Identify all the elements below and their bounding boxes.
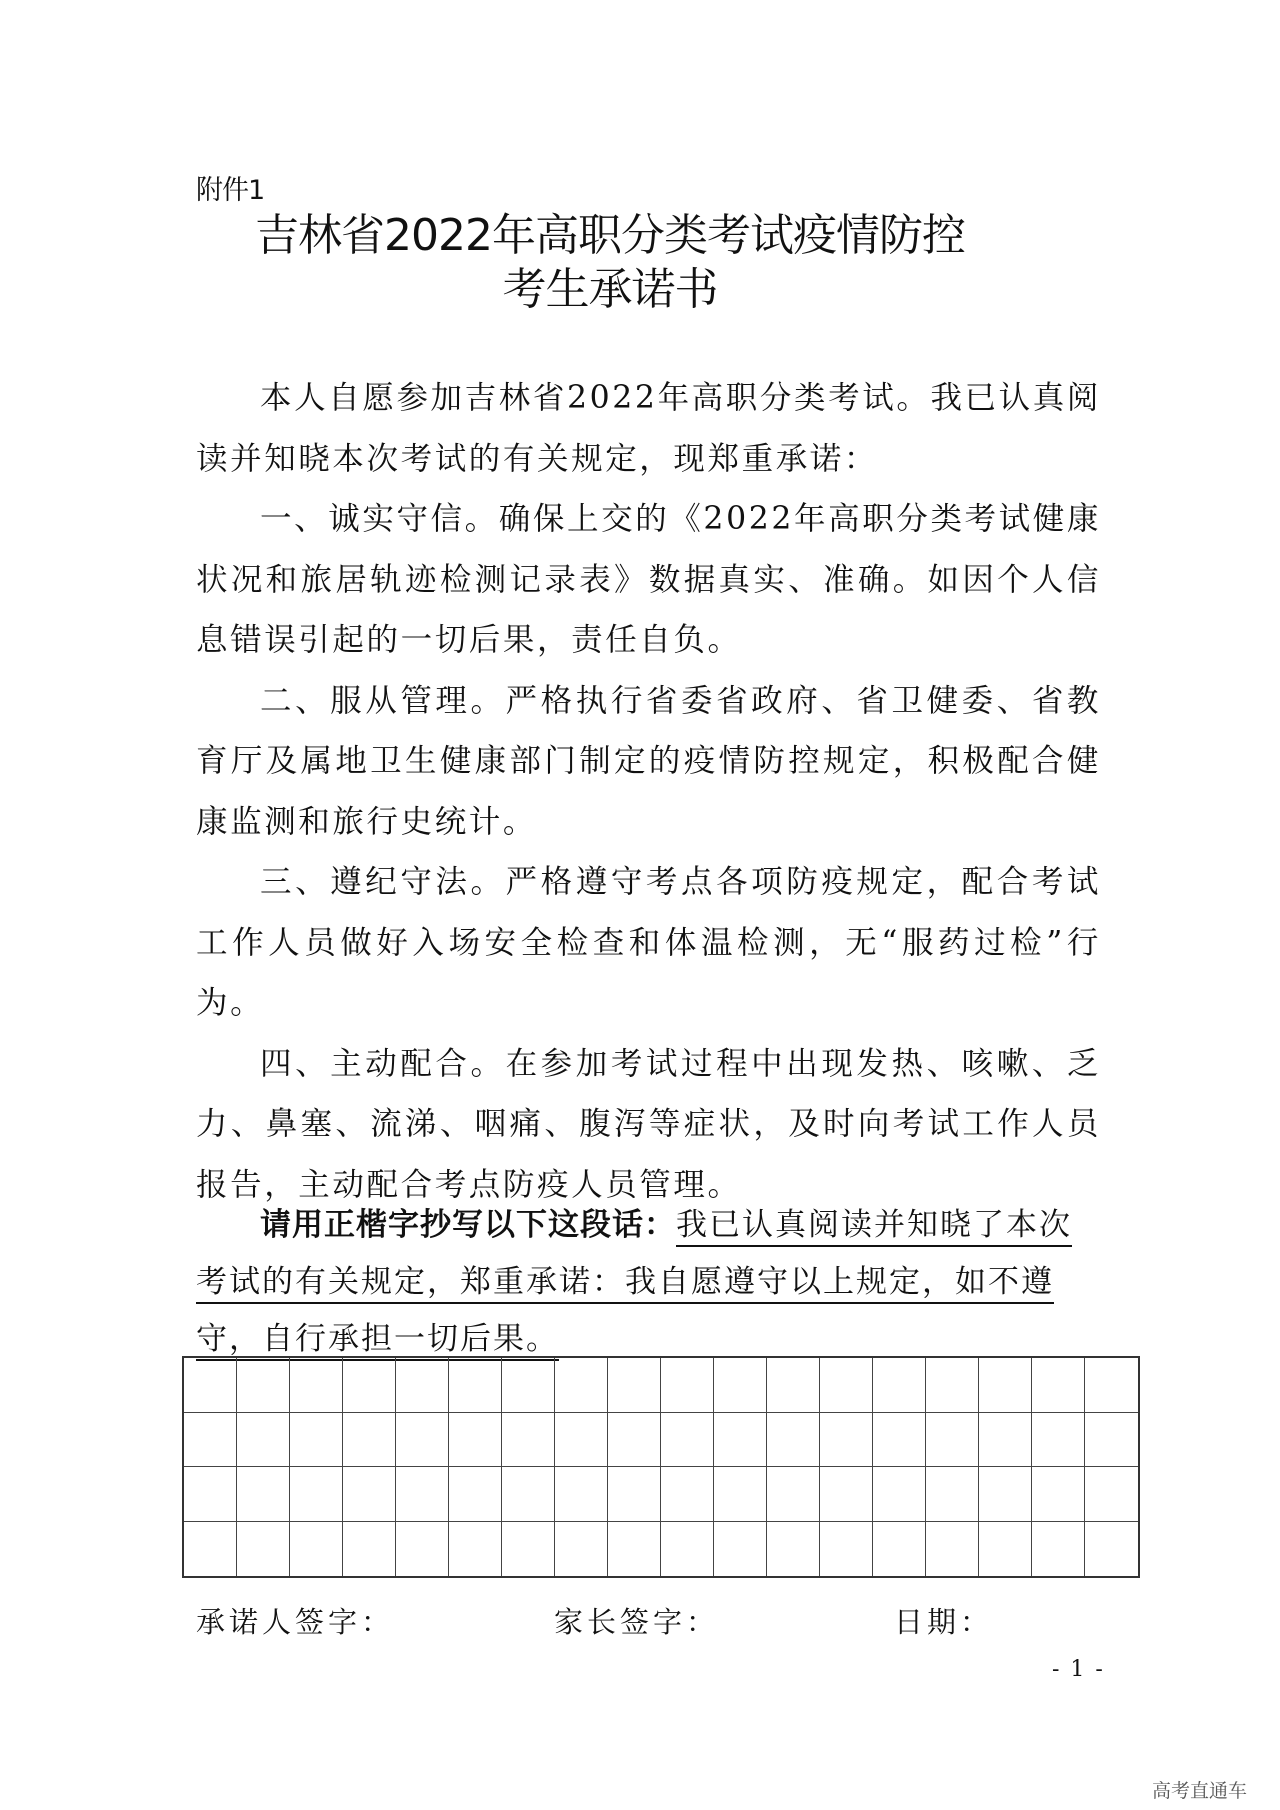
page-number: - 1 -: [1052, 1657, 1105, 1682]
grid-cell[interactable]: [502, 1413, 555, 1468]
grid-cell[interactable]: [290, 1413, 343, 1468]
grid-cell[interactable]: [396, 1522, 449, 1577]
grid-cell[interactable]: [184, 1467, 237, 1522]
grid-cell[interactable]: [714, 1467, 767, 1522]
grid-cell[interactable]: [820, 1467, 873, 1522]
handwriting-grid[interactable]: [182, 1356, 1140, 1578]
grid-cell[interactable]: [555, 1413, 608, 1468]
document-title-line2: 考生承诺书: [502, 264, 718, 315]
grid-cell[interactable]: [1085, 1358, 1138, 1413]
grid-cell[interactable]: [502, 1522, 555, 1577]
grid-cell[interactable]: [608, 1522, 661, 1577]
grid-cell[interactable]: [1085, 1413, 1138, 1468]
signer-signature-label: 承诺人签字：: [196, 1605, 395, 1639]
grid-cell[interactable]: [502, 1358, 555, 1413]
grid-cell[interactable]: [290, 1358, 343, 1413]
copy-instruction-label: 请用正楷字抄写以下这段话：: [260, 1207, 676, 1243]
grid-cell[interactable]: [608, 1358, 661, 1413]
grid-cell[interactable]: [661, 1522, 714, 1577]
parent-signature-label: 家长签字：: [554, 1605, 720, 1639]
grid-cell[interactable]: [396, 1358, 449, 1413]
grid-cell[interactable]: [396, 1413, 449, 1468]
grid-cell[interactable]: [979, 1358, 1032, 1413]
grid-cell[interactable]: [184, 1413, 237, 1468]
grid-cell[interactable]: [608, 1413, 661, 1468]
grid-cell[interactable]: [979, 1467, 1032, 1522]
grid-cell[interactable]: [979, 1522, 1032, 1577]
grid-cell[interactable]: [396, 1467, 449, 1522]
grid-cell[interactable]: [767, 1522, 820, 1577]
document-title-line1: 吉林省2022年高职分类考试疫情防控: [255, 210, 965, 261]
grid-cell[interactable]: [873, 1467, 926, 1522]
grid-cell[interactable]: [926, 1467, 979, 1522]
grid-cell[interactable]: [237, 1467, 290, 1522]
grid-cell[interactable]: [184, 1522, 237, 1577]
pledge-item-law: 三、遵纪守法。严格遵守考点各项防疫规定，配合考试工作人员做好入场安全检查和体温检测，无“服药过检”行为。: [196, 864, 1101, 1021]
grid-cell[interactable]: [714, 1413, 767, 1468]
pledge-item-compliance: 二、服从管理。严格执行省委省政府、省卫健委、省教育厅及属地卫生健康部门制定的疫情防控规定，积极配合健康监测和旅行史统计。: [196, 682, 1101, 840]
grid-cell[interactable]: [237, 1413, 290, 1468]
grid-cell[interactable]: [820, 1522, 873, 1577]
grid-cell[interactable]: [343, 1413, 396, 1468]
grid-cell[interactable]: [343, 1522, 396, 1577]
grid-cell[interactable]: [873, 1522, 926, 1577]
pledge-item-honesty: 一、诚实守信。确保上交的《2022年高职分类考试健康状况和旅居轨迹检测记录表》数据真实、准确。如因个人信息错误引起的一切后果，责任自负。: [196, 501, 1101, 658]
grid-cell[interactable]: [820, 1358, 873, 1413]
grid-cell[interactable]: [290, 1467, 343, 1522]
date-label: 日期：: [894, 1605, 994, 1639]
watermark: 高考直通车: [1152, 1780, 1248, 1802]
grid-cell[interactable]: [449, 1467, 502, 1522]
grid-cell[interactable]: [343, 1467, 396, 1522]
grid-cell[interactable]: [714, 1358, 767, 1413]
grid-cell[interactable]: [449, 1413, 502, 1468]
copy-instruction-text: 我已认真阅读并知晓了本次考试的有关规定，郑重承诺：我自愿遵守以上规定，如不遵守，自行承担一切后果。: [196, 1207, 1072, 1361]
intro-paragraph: 本人自愿参加吉林省2022年高职分类考试。我已认真阅读并知晓本次考试的有关规定，现郑重承诺：: [196, 380, 1101, 477]
grid-cell[interactable]: [926, 1358, 979, 1413]
grid-cell[interactable]: [555, 1522, 608, 1577]
grid-cell[interactable]: [873, 1413, 926, 1468]
grid-cell[interactable]: [343, 1358, 396, 1413]
grid-cell[interactable]: [237, 1358, 290, 1413]
grid-cell[interactable]: [502, 1467, 555, 1522]
grid-cell[interactable]: [926, 1522, 979, 1577]
copy-instruction: [196, 1197, 1076, 1368]
grid-cell[interactable]: [661, 1358, 714, 1413]
grid-cell[interactable]: [661, 1467, 714, 1522]
grid-cell[interactable]: [979, 1413, 1032, 1468]
pledge-body: [196, 368, 1101, 1215]
grid-cell[interactable]: [926, 1413, 979, 1468]
grid-cell[interactable]: [449, 1358, 502, 1413]
grid-cell[interactable]: [767, 1413, 820, 1468]
grid-cell[interactable]: [767, 1467, 820, 1522]
grid-cell[interactable]: [555, 1358, 608, 1413]
grid-cell[interactable]: [1032, 1358, 1085, 1413]
grid-cell[interactable]: [237, 1522, 290, 1577]
grid-cell[interactable]: [449, 1522, 502, 1577]
attachment-label: 附件1: [196, 175, 265, 206]
grid-cell[interactable]: [714, 1522, 767, 1577]
grid-cell[interactable]: [1032, 1522, 1085, 1577]
grid-cell[interactable]: [608, 1467, 661, 1522]
grid-cell[interactable]: [290, 1522, 343, 1577]
grid-cell[interactable]: [767, 1358, 820, 1413]
grid-cell[interactable]: [1085, 1467, 1138, 1522]
grid-cell[interactable]: [555, 1467, 608, 1522]
grid-cell[interactable]: [873, 1358, 926, 1413]
grid-cell[interactable]: [661, 1413, 714, 1468]
pledge-item-cooperation: 四、主动配合。在参加考试过程中出现发热、咳嗽、乏力、鼻塞、流涕、咽痛、腹泻等症状，及时向考试工作人员报告，主动配合考点防疫人员管理。: [196, 1045, 1101, 1203]
grid-cell[interactable]: [1032, 1413, 1085, 1468]
grid-cell[interactable]: [1085, 1522, 1138, 1577]
grid-cell[interactable]: [1032, 1467, 1085, 1522]
grid-cell[interactable]: [184, 1358, 237, 1413]
grid-cell[interactable]: [820, 1413, 873, 1468]
